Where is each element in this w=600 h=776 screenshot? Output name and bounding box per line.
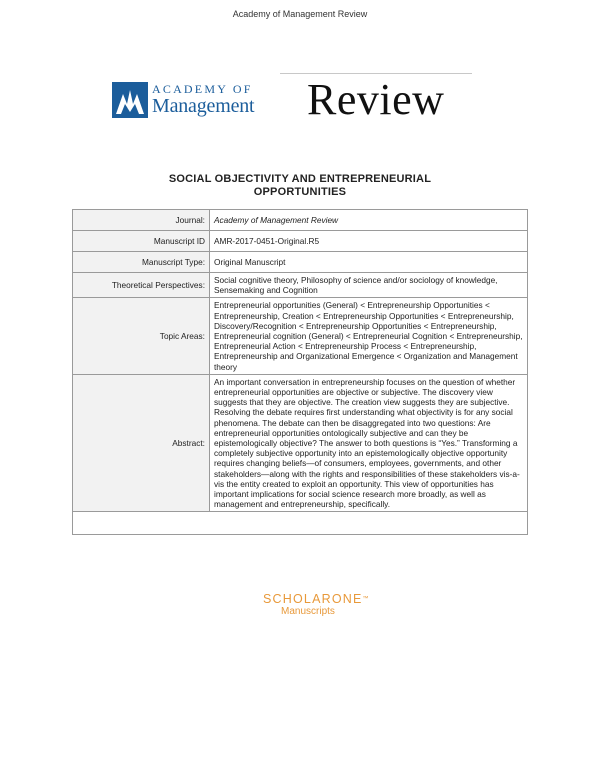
topic-areas-label: Topic Areas: bbox=[73, 298, 210, 374]
paper-title-line-1: SOCIAL OBJECTIVITY AND ENTREPRENEURIAL bbox=[168, 173, 432, 185]
manuscript-metadata-table bbox=[72, 209, 528, 535]
abstract-row bbox=[73, 374, 528, 512]
trademark-symbol: ™ bbox=[362, 596, 369, 602]
journal-label: Journal: bbox=[73, 210, 210, 231]
abstract-value: An important conversation in entrepreneurship focuses on the question of whether entrepreneurial opportunities are objective or subjective. The discovery view suggests that they are objective. The creation view suggests they are subjective. Resolving the debate requires first understanding what objectivity is for any social phenomena. The debate can then be disaggregated into two questions: Are entrepreneurial opportunities ontologically subjective and can they be epistemologically objective? The answer to both questions is “Yes.” Transforming a completely subjective opportunity into an epistemologically objective opportunity requires changing beliefs—of consumers, employees, governments, and other stakeholders—along with the rights and responsibilities of these stakeholders vis-a-vis the entity created to exploit an opportunity. This view of opportunities has important implications for social science research more broadly, as well as management and entrepreneurship, specifically. bbox=[210, 374, 528, 512]
empty-cell bbox=[73, 512, 528, 535]
manuscript-type-label: Manuscript Type: bbox=[73, 252, 210, 273]
journal-row bbox=[73, 210, 528, 231]
scholarone-brand bbox=[263, 592, 383, 606]
scholarone-logo bbox=[263, 592, 383, 618]
aom-emblem-icon bbox=[112, 82, 148, 118]
journal-wordmark: Review bbox=[307, 75, 445, 124]
topic-areas-row bbox=[73, 298, 528, 374]
running-head: Academy of Management Review bbox=[232, 9, 368, 19]
aom-wordmark bbox=[152, 83, 254, 116]
theoretical-perspectives-value: Social cognitive theory, Philosophy of science and/or sociology of knowledge, Sensemaking and Cognition bbox=[210, 273, 528, 298]
manuscript-id-label: Manuscript ID bbox=[73, 231, 210, 252]
manuscript-id-row bbox=[73, 231, 528, 252]
manuscript-id-value: AMR-2017-0451-Original.R5 bbox=[210, 231, 528, 252]
scholarone-subtitle: Manuscripts bbox=[281, 606, 335, 617]
manuscript-type-row bbox=[73, 252, 528, 273]
theoretical-perspectives-row bbox=[73, 273, 528, 298]
logo-divider bbox=[280, 73, 472, 74]
paper-title-line-2: OPPORTUNITIES bbox=[253, 186, 347, 198]
aom-wordmark-line1: ACADEMY OF bbox=[152, 82, 253, 96]
aom-wordmark-line2: Management bbox=[152, 95, 255, 117]
manuscript-type-value: Original Manuscript bbox=[210, 252, 528, 273]
theoretical-perspectives-label: Theoretical Perspectives: bbox=[73, 273, 210, 298]
paper-title bbox=[130, 173, 470, 199]
empty-row bbox=[73, 512, 528, 535]
abstract-label: Abstract: bbox=[73, 374, 210, 512]
scholarone-brand-text: SCHOLARONE bbox=[263, 592, 363, 606]
journal-value: Academy of Management Review bbox=[210, 210, 528, 231]
topic-areas-value: Entrepreneurial opportunities (General) < Entrepreneurship Opportunities < Entrepreneurship, Creation < Entrepreneurship Opportunities < Entrepreneurship, Discovery/Recognition < Entrepreneurship Opportunities < Entrepreneurship, Entrepreneurial cognition (General) < Entrepreneurial Cognition < Entrepreneurship, Entrepreneurial Action < Entrepreneurship Process < Entrepreneurship, Entrepreneurship and Organizational Emergence < Organization and Management theory bbox=[210, 298, 528, 374]
